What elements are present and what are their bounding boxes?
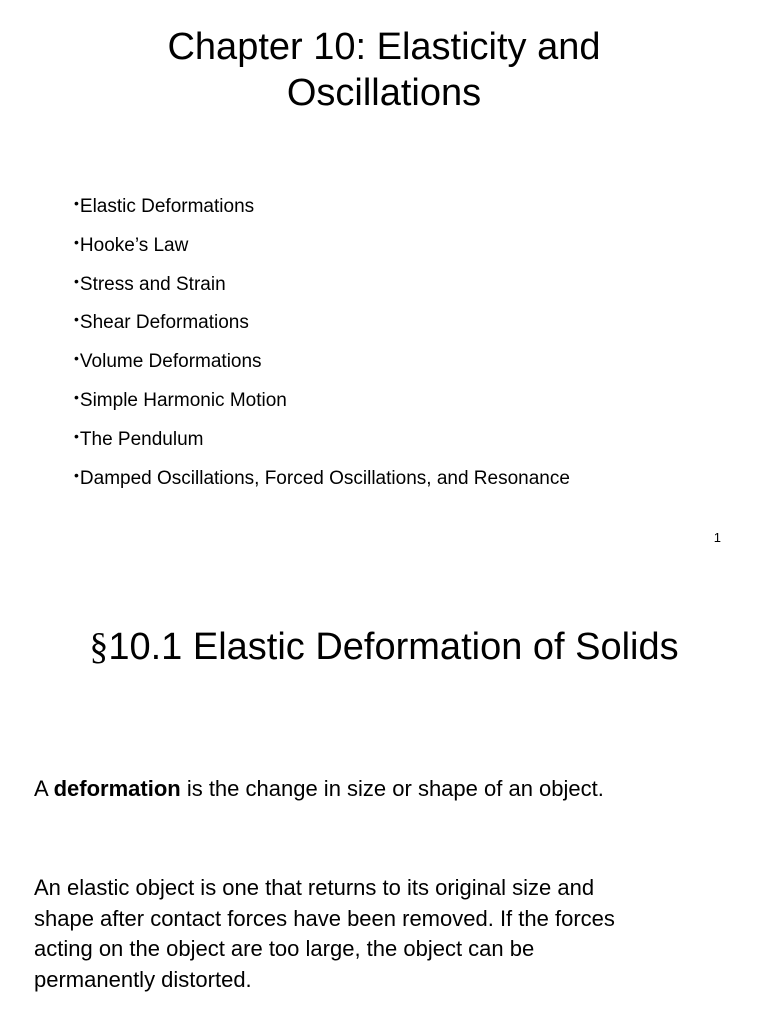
topic-item [74, 466, 570, 505]
topic-item [74, 272, 570, 311]
bullet-icon: • [74, 388, 79, 405]
topic-item [74, 233, 570, 272]
bullet-icon: • [74, 233, 79, 250]
definition-text [34, 774, 604, 804]
paragraph-line: acting on the object are too large, the object can be [34, 936, 535, 961]
topic-item [74, 349, 570, 388]
bullet-icon: • [74, 427, 79, 444]
bullet-icon: • [74, 350, 79, 367]
definition-suffix: is the change in size or shape of an object. [180, 776, 604, 801]
topic-label: Elastic Deformations [79, 196, 255, 217]
section-title-text: 10.1 Elastic Deformation of Solids [108, 626, 679, 668]
page-number: 1 [713, 530, 721, 545]
topic-label: Damped Oscillations, Forced Oscillations, and Resonance [79, 467, 570, 489]
bullet-icon: • [74, 466, 79, 483]
paragraph-line: shape after contact forces have been removed. If the forces [34, 905, 615, 931]
topic-label: Shear Deformations [79, 312, 249, 334]
topic-label: Stress and Strain [79, 273, 226, 295]
topic-label: Hooke’s Law [79, 234, 189, 256]
paragraph-line: permanently distorted. [34, 966, 252, 992]
topic-item [74, 310, 570, 349]
topic-list [74, 194, 570, 504]
bullet-icon: • [74, 311, 79, 328]
chapter-title-line-2: Oscillations [286, 72, 482, 114]
slide-2 [0, 560, 768, 1024]
definition-prefix: A [34, 776, 54, 801]
chapter-title [0, 24, 768, 116]
topic-label: The Pendulum [79, 428, 204, 450]
bullet-icon: • [74, 195, 79, 211]
topic-label: Simple Harmonic Motion [79, 389, 287, 411]
section-symbol: § [89, 626, 109, 668]
topic-label: Volume Deformations [79, 351, 262, 373]
section-title [0, 624, 768, 670]
elastic-object-paragraph [34, 873, 734, 995]
topic-item [74, 388, 570, 427]
paragraph-line: An elastic object is one that returns to its original size and [34, 875, 595, 900]
topic-item [74, 194, 570, 233]
chapter-title-line-1: Chapter 10: Elasticity and [167, 26, 601, 68]
topic-item [74, 427, 570, 466]
bullet-icon: • [74, 272, 79, 289]
definition-term: deformation [53, 776, 181, 801]
